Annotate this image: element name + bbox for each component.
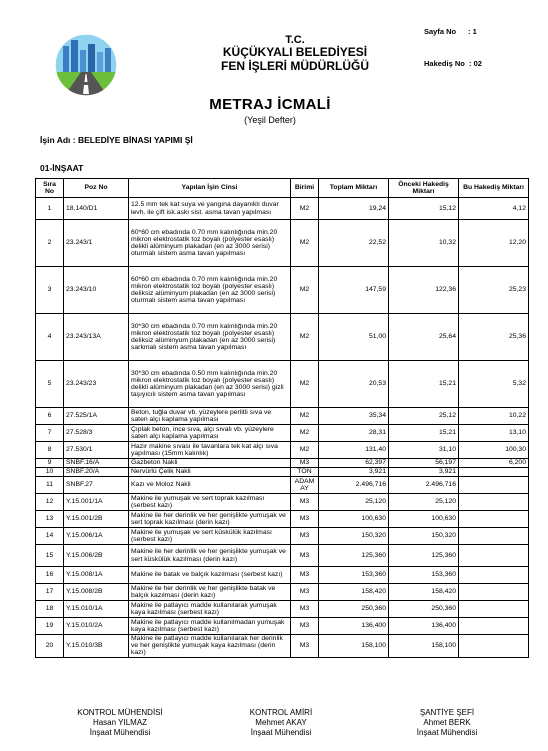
cell-poz: SNBF.16/A [64,459,129,468]
cell-total: 19,24 [319,198,389,220]
cell-unit: M2 [291,442,319,459]
cell-poz: 18.140/D1 [64,198,129,220]
signature-name: Ahmet BERK [423,718,471,727]
header-department: FEN İŞLERİ MÜDÜRLÜĞÜ [221,59,369,73]
page-number-value: : 1 [468,27,477,36]
cell-unit: TON [291,468,319,477]
cell-desc: Beton, tuğla duvar vb. yüzeylere perlitli sıva ve saten alçı kaplama yapılması [129,408,291,425]
cell-unit: M3 [291,528,319,545]
cell-unit: M3 [291,618,319,635]
cell-desc: Makine ile patlayıcı madde kullanılmadan yumuşak kaya kazılması (serbest kazı) [129,618,291,635]
cell-poz: SNBF.20/A [64,468,129,477]
cell-unit: M3 [291,601,319,618]
cell-no: 3 [36,267,64,314]
cell-prev: 158,420 [389,584,459,601]
column-header: Önceki Hakediş Miktarı [389,179,459,198]
cell-poz: SNBF.27 [64,477,129,494]
cell-total: 51,00 [319,314,389,361]
cell-unit: M3 [291,567,319,584]
document-title: METRAJ İCMALİ [209,96,331,113]
column-header: Bu Hakediş Miktarı [459,179,529,198]
cell-no: 2 [36,220,64,267]
cell-desc: 30*30 cm ebadında 0.50 mm kalınlığında min.20 mikron elektrostatik toz boyalı (polyester esaslı) delikli alüminyum plakadan (en az 3000 serisi) gizli taşıyıcılı sistem asma tavan yapılması [129,361,291,408]
cell-no: 1 [36,198,64,220]
cell-current: 10,22 [459,408,529,425]
cell-total: 25,120 [319,494,389,511]
cell-current: 6,200 [459,459,529,468]
cell-total: 28,31 [319,425,389,442]
cell-prev: 158,100 [389,635,459,658]
cell-current [459,511,529,528]
cell-poz: Y.15.006/1A [64,528,129,545]
cell-desc: Makine ile patlayıcı madde kullanılarak yumuşak kaya kazılması (serbest kazı) [129,601,291,618]
cell-poz: Y.15.001/1A [64,494,129,511]
cell-total: 158,100 [319,635,389,658]
cell-poz: 23.243/13A [64,314,129,361]
cell-prev: 250,360 [389,601,459,618]
cell-prev: 15,12 [389,198,459,220]
table-row [36,635,529,658]
cell-unit: M2 [291,198,319,220]
signature-name: Hasan YILMAZ [92,718,148,727]
cell-desc: Makine ile patlayıcı madde kullanılarak her derinlik ve her genişlikte yumuşak kaya kazılması (derin kazı) [129,635,291,658]
cell-prev: 2.496,716 [389,477,459,494]
cell-prev: 122,36 [389,267,459,314]
cell-current [459,567,529,584]
cell-prev: 31,10 [389,442,459,459]
column-header: Yapılan İşin Cinsi [129,179,291,198]
cell-total: 153,360 [319,567,389,584]
cell-current: 25,23 [459,267,529,314]
cell-desc: Makine ile her derinlik ve her genişlikte batak ve balçık kazılması (derin kazı) [129,584,291,601]
cell-no: 5 [36,361,64,408]
cell-desc: 60*60 cm ebadında 0.70 mm kalınlığında min.20 mikron elektrostatik toz boyalı (polyester esaslı) deliksiz alüminyum plakadan (en az 3000 serisi) oturmalı sistem asma tavan yapılması [129,267,291,314]
cell-no: 8 [36,442,64,459]
cell-total: 136,400 [319,618,389,635]
cell-total: 35,34 [319,408,389,425]
cell-current: 13,10 [459,425,529,442]
cell-no: 18 [36,601,64,618]
cell-poz: Y.15.001/2B [64,511,129,528]
cell-poz: Y.15.008/1A [64,567,129,584]
cell-unit: ADAM AY [291,477,319,494]
cell-poz: 27.528/3 [64,425,129,442]
cell-no: 12 [36,494,64,511]
cell-desc: Nervürlü Çelik Nakli [129,468,291,477]
municipality-logo [53,32,119,98]
cell-desc: 30*30 cm ebadında 0.70 mm kalınlığında min.20 mikron elektrostatik toz boyalı (polyester esaslı) deliksiz alüminyum plakadan (en az 3000 serisi) sarkmalı sistem asma tavan yapılması [129,314,291,361]
cell-prev: 150,320 [389,528,459,545]
column-header: Birimi [291,179,319,198]
column-header: Poz No [64,179,129,198]
cell-no: 14 [36,528,64,545]
cell-prev: 136,400 [389,618,459,635]
cell-poz: Y.15.010/2A [64,618,129,635]
header-tc: T.C. [285,34,305,46]
cell-no: 16 [36,567,64,584]
signature-role: ŞANTİYE ŞEFİ [419,708,475,717]
cell-prev: 15,21 [389,361,459,408]
cell-prev: 56,197 [389,459,459,468]
cell-current [459,494,529,511]
cell-no: 10 [36,468,64,477]
cell-desc: Gazbeton Nakli [129,459,291,468]
table-row [36,494,529,511]
cell-current: 25,36 [459,314,529,361]
cell-desc: 12.5 mm tek kat suya ve yangına dayanıklı duvar levh. ile çift isk.askı sist. asma tavan yapılması [129,198,291,220]
cell-current [459,635,529,658]
table-row [36,459,529,468]
cell-prev: 25,120 [389,494,459,511]
cell-prev: 100,630 [389,511,459,528]
page-number-label: Sayfa No [424,27,457,36]
signature-site-chief [372,708,522,738]
cell-current [459,545,529,567]
column-header: Sıra No [36,179,64,198]
cell-unit: M2 [291,220,319,267]
cell-prev: 10,32 [389,220,459,267]
cell-unit: M3 [291,494,319,511]
cell-total: 100,630 [319,511,389,528]
signature-role: KONTROL AMİRİ [249,708,313,717]
job-value: BELEDİYE BİNASI YAPIMI Şİ [77,135,193,145]
document-subtitle: (Yeşil Defter) [244,115,296,125]
cell-current [459,477,529,494]
signature-title: İnşaat Mühendisi [250,728,312,737]
cell-unit: M3 [291,635,319,658]
cell-total: 150,320 [319,528,389,545]
signature-name: Mehmet AKAY [255,718,307,727]
cell-poz: Y.15.008/2B [64,584,129,601]
cell-no: 6 [36,408,64,425]
cell-no: 20 [36,635,64,658]
table-row [36,220,529,267]
table-row [36,567,529,584]
cell-total: 158,420 [319,584,389,601]
table-header-row [36,179,529,198]
cell-unit: M2 [291,425,319,442]
cell-no: 19 [36,618,64,635]
cell-prev: 25,64 [389,314,459,361]
cell-no: 13 [36,511,64,528]
table-row [36,528,529,545]
cell-poz: Y.15.006/2B [64,545,129,567]
table-row [36,314,529,361]
table-row [36,468,529,477]
cell-current: 100,30 [459,442,529,459]
cell-desc: Çıplak beton, ince sıva, alçı sıvalı vb. yüzeylere saten alçı kaplama yapılması [129,425,291,442]
cell-poz: Y.15.010/1A [64,601,129,618]
cell-prev: 15,21 [389,425,459,442]
signature-control-chief [206,708,356,738]
hakedis-number-label: Hakediş No [424,59,465,68]
table-row [36,511,529,528]
cell-current [459,601,529,618]
header-municipality: KÜÇÜKYALI BELEDİYESİ [222,45,368,59]
cell-total: 125,360 [319,545,389,567]
cell-no: 11 [36,477,64,494]
cell-desc: Makine ile yumuşak ve sert küskülük kazılması (serbest kazı) [129,528,291,545]
hakedis-number-value: : 02 [469,59,482,68]
cell-desc: Makine ile yumuşak ve sert toprak kazılması (serbest kazı) [129,494,291,511]
cell-poz: 23.243/23 [64,361,129,408]
cell-desc: 60*60 cm ebadında 0.70 mm kalınlığında min.20 mikron elektrostatik toz boyalı (polyester esaslı) delikli alüminyum plakadan (en az 3000 serisi) oturmalı sistem asma tavan yapılması [129,220,291,267]
signature-role: KONTROL MÜHENDİSİ [77,708,163,717]
signature-title: İnşaat Mühendisi [416,728,478,737]
table-row [36,198,529,220]
cell-prev: 125,360 [389,545,459,567]
cell-total: 147,59 [319,267,389,314]
cell-no: 7 [36,425,64,442]
measurement-table [35,178,529,658]
cell-total: 22,52 [319,220,389,267]
table-row [36,267,529,314]
table-row [36,442,529,459]
cell-no: 9 [36,459,64,468]
cell-total: 62,397 [319,459,389,468]
cell-prev: 3,921 [389,468,459,477]
cell-current: 12,20 [459,220,529,267]
cell-poz: 27.525/1A [64,408,129,425]
cell-unit: M3 [291,545,319,567]
section-title: 01-İNŞAAT [40,163,84,173]
table-row [36,545,529,567]
column-header: Toplam Miktarı [319,179,389,198]
job-label: İşin Adı : [40,135,76,145]
signature-control-engineer [45,708,195,738]
cell-current [459,528,529,545]
cell-current: 5,32 [459,361,529,408]
cell-unit: M2 [291,267,319,314]
cell-current [459,618,529,635]
cell-desc: Makine ile batak ve balçık kazılması (serbest kazı) [129,567,291,584]
cell-total: 250,360 [319,601,389,618]
cell-total: 20,53 [319,361,389,408]
table-row [36,408,529,425]
cell-unit: M3 [291,584,319,601]
cell-total: 2.496,716 [319,477,389,494]
table-row [36,601,529,618]
cell-unit: M2 [291,408,319,425]
cell-prev: 25,12 [389,408,459,425]
cell-total: 131,40 [319,442,389,459]
cell-poz: 23.243/10 [64,267,129,314]
cell-poz: Y.15.010/3B [64,635,129,658]
cell-desc: Makine ile her derinlik ve her genişlikte yumuşak ve sert toprak kazılması (derin kazı) [129,511,291,528]
cell-no: 17 [36,584,64,601]
cell-current [459,468,529,477]
cell-unit: M3 [291,459,319,468]
cell-prev: 153,360 [389,567,459,584]
signature-title: İnşaat Mühendisi [89,728,151,737]
cell-current [459,584,529,601]
table-row [36,584,529,601]
cell-poz: 23.243/1 [64,220,129,267]
cell-desc: Makine ile her derinlik ve her genişlikte yumuşak ve sert küskülük kazılması (derin kazı) [129,545,291,567]
cell-desc: Kazı ve Moloz Nakli [129,477,291,494]
cell-unit: M3 [291,511,319,528]
cell-poz: 27.530/1 [64,442,129,459]
cell-unit: M2 [291,314,319,361]
cell-unit: M2 [291,361,319,408]
cell-current: 4,12 [459,198,529,220]
job-name [40,135,193,145]
table-row [36,618,529,635]
cell-no: 15 [36,545,64,567]
cell-total: 3,921 [319,468,389,477]
table-row [36,477,529,494]
cell-no: 4 [36,314,64,361]
table-row [36,425,529,442]
cell-desc: Hazır makine sıvası ile tavanlara tek kat alçı sıva yapılması (15mm kalınlık) [129,442,291,459]
table-row [36,361,529,408]
